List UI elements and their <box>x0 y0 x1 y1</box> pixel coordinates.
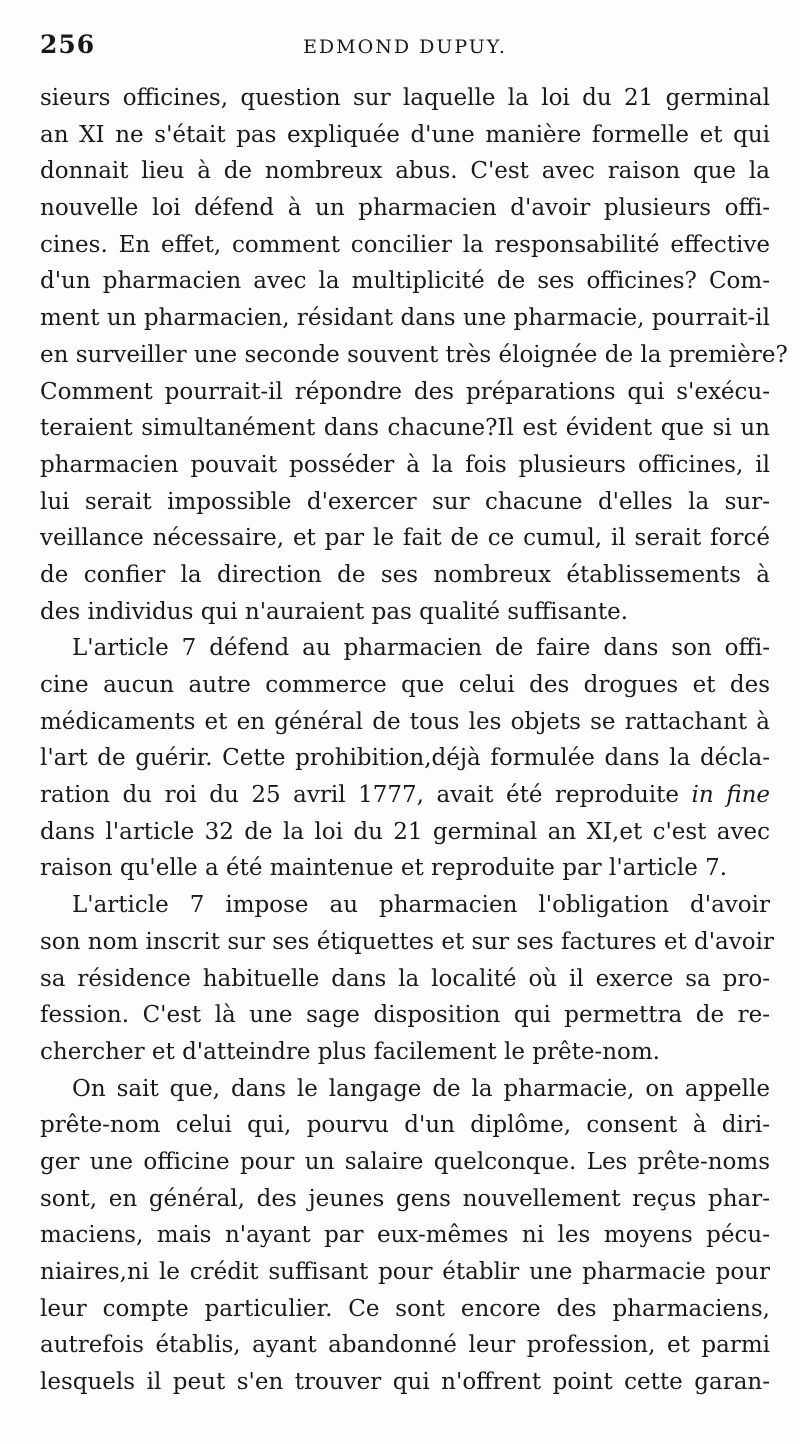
text-line: lesquels il peut s'en trouver qui n'offrent point cette garan- <box>40 1369 770 1396</box>
text-line: L'article 7 défend au pharmacien de faire dans son offi- <box>72 635 770 662</box>
text-line: en surveiller une seconde souvent très éloignée de la première? <box>40 341 788 368</box>
text-line: nouvelle loi défend à un pharmacien d'avoir plusieurs offi- <box>40 195 770 222</box>
text-line: médicaments et en général de tous les objets se rattachant à <box>40 708 770 735</box>
text-line: d'un pharmacien avec la multiplicité de ses officines? Com- <box>40 268 770 295</box>
text-line: sont, en général, des jeunes gens nouvellement reçus phar- <box>40 1185 770 1212</box>
text-line: l'art de guérir. Cette prohibition,déjà formulée dans la décla- <box>40 745 770 772</box>
text-line: L'article 7 impose au pharmacien l'obligation d'avoir <box>72 892 770 919</box>
text-line: niaires,ni le crédit suffisant pour établir une pharmacie pour <box>40 1259 770 1285</box>
text-line: cine aucun autre commerce que celui des drogues et des <box>40 672 770 698</box>
text-line: chercher et d'atteindre plus facilement le prête-nom. <box>40 1038 660 1065</box>
text-line: teraient simultanément dans chacune?Il est évident que si un <box>40 415 770 442</box>
text-line: sieurs officines, question sur laquelle la loi du 21 germinal <box>40 85 770 111</box>
text-line: prête-nom celui qui, pourvu d'un diplôme, consent à diri- <box>40 1112 770 1139</box>
text-line: On sait que, dans le langage de la pharmacie, on appelle <box>72 1075 770 1102</box>
page-number: 256 <box>40 30 96 59</box>
text-line: maciens, mais n'ayant par eux-mêmes ni les moyens pécu- <box>40 1222 770 1249</box>
text-line: pharmacien pouvait posséder à la fois plusieurs officines, il <box>40 451 770 478</box>
text-line: dans l'article 32 de la loi du 21 germinal an XI,et c'est avec <box>40 818 770 845</box>
text-line-with-italic <box>40 777 770 814</box>
text-line-segment: ration du roi du 25 avril 1777, avait été reproduite <box>40 782 679 809</box>
body-text <box>40 80 788 1401</box>
text-line: donnait lieu à de nombreux abus. C'est avec raison que la <box>40 158 770 185</box>
text-line: Comment pourrait-il répondre des préparations qui s'exécu- <box>40 378 770 405</box>
text-line: ger une officine pour un salaire quelconque. Les prête-noms <box>40 1148 770 1175</box>
italic-phrase: in fine <box>691 782 771 809</box>
running-head: EDMOND DUPUY. <box>303 36 507 58</box>
text-line: ment un pharmacien, résidant dans une pharmacie, pourrait-il <box>40 305 770 332</box>
text-line: sa résidence habituelle dans la localité où il exerce sa pro- <box>40 965 770 992</box>
text-line: des individus qui n'auraient pas qualité suffisante. <box>40 598 629 625</box>
text-line: an XI ne s'était pas expliquée d'une manière formelle et qui <box>40 121 770 148</box>
text-line: lui serait impossible d'exercer sur chacune d'elles la sur- <box>40 488 770 515</box>
text-line: cines. En effet, comment concilier la responsabilité effective <box>40 231 770 258</box>
text-line: fession. C'est là une sage disposition qui permettra de re- <box>40 1002 770 1029</box>
text-line: autrefois établis, ayant abandonné leur profession, et parmi <box>40 1332 770 1359</box>
text-line: veillance nécessaire, et par le fait de ce cumul, il serait forcé <box>40 525 770 552</box>
text-line: de confier la direction de ses nombreux établissements à <box>40 561 770 588</box>
text-line: leur compte particulier. Ce sont encore des pharmaciens, <box>40 1295 770 1322</box>
text-line: raison qu'elle a été maintenue et reproduite par l'article 7. <box>40 855 728 882</box>
page-header <box>40 30 770 60</box>
text-line: son nom inscrit sur ses étiquettes et sur ses factures et d'avoir <box>40 928 774 955</box>
